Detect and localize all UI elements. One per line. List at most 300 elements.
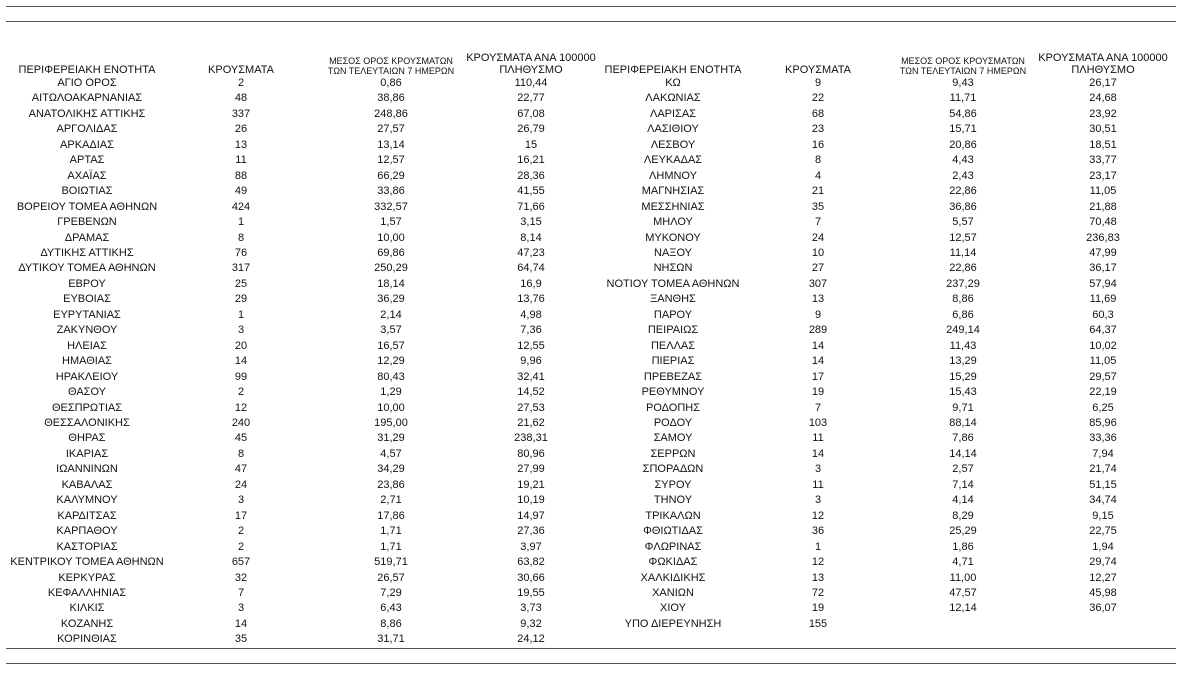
region-cell: ΑΝΑΤΟΛΙΚΗΣ ΑΤΤΙΚΗΣ [28, 107, 146, 120]
cases-cell: 3 [237, 324, 245, 337]
region-cell: ΘΕΣΠΡΩΤΙΑΣ [51, 401, 123, 414]
table-row [598, 292, 1168, 307]
region-cell: ΦΘΙΩΤΙΔΑΣ [643, 525, 703, 538]
table-row [8, 478, 596, 493]
cases-cell: 14 [811, 339, 825, 352]
per100k-cell: 110,44 [514, 77, 548, 89]
region-cell: ΦΩΚΙΔΑΣ [648, 556, 698, 569]
per100k-cell: 45,98 [1089, 586, 1117, 599]
per100k-cell: 57,94 [1089, 277, 1117, 290]
table-row [8, 431, 596, 446]
cases-cell: 19 [811, 386, 825, 399]
table-row [598, 540, 1168, 555]
avg7-cell: 1,29 [380, 386, 402, 399]
header-per100k-line1: ΚΡΟΥΣΜΑΤΑ ΑΝΑ 100000 [1038, 52, 1168, 64]
per100k-cell: 12,27 [1089, 571, 1117, 584]
per100k-cell: 36,07 [1089, 602, 1117, 615]
avg7-cell: 11,14 [949, 246, 977, 259]
region-cell: ΑΡΓΟΛΙΔΑΣ [56, 123, 118, 136]
cases-cell: 11 [812, 478, 824, 491]
per100k-cell: 8,14 [520, 231, 542, 244]
table-row [598, 431, 1168, 446]
region-cell: ΚΑΒΑΛΑΣ [61, 478, 113, 491]
region-cell: ΡΕΘΥΜΝΟΥ [641, 386, 705, 399]
table-row [598, 370, 1168, 385]
cases-cell: 2 [237, 386, 245, 399]
per100k-cell: 16,21 [517, 154, 545, 167]
cases-cell: 16 [811, 138, 825, 151]
avg7-cell: 22,86 [949, 185, 977, 198]
table-row [598, 107, 1168, 122]
avg7-cell: 1,86 [952, 540, 974, 553]
cases-cell: 45 [234, 432, 248, 445]
per100k-cell: 34,74 [1089, 494, 1117, 507]
table-row [8, 323, 596, 338]
region-cell: ΘΑΣΟΥ [67, 386, 107, 399]
per100k-cell: 30,51 [1089, 123, 1117, 136]
avg7-cell: 12,14 [949, 602, 977, 615]
table-row [598, 354, 1168, 369]
cases-cell: 14 [811, 355, 825, 368]
avg7-cell: 26,57 [377, 571, 405, 584]
cases-cell: 17 [811, 370, 825, 383]
avg7-cell: 1,71 [380, 540, 402, 553]
cases-cell: 8 [814, 154, 822, 167]
per100k-cell: 11,05 [1089, 355, 1117, 368]
region-cell: ΤΡΙΚΑΛΩΝ [645, 509, 701, 522]
table-row [598, 153, 1168, 168]
avg7-cell: 7,86 [952, 432, 974, 445]
table-row [598, 493, 1168, 508]
region-cell: ΕΥΡΥΤΑΝΙΑΣ [53, 308, 121, 321]
region-cell: ΑΡΚΑΔΙΑΣ [60, 138, 114, 151]
per100k-cell: 71,66 [517, 200, 545, 213]
region-cell: ΧΑΛΚΙΔΙΚΗΣ [640, 571, 706, 584]
avg7-cell: 8,86 [380, 617, 402, 630]
bottom-rule-2 [6, 663, 1176, 664]
cases-cell: 1 [237, 216, 245, 229]
cases-cell: 3 [814, 463, 822, 476]
avg7-cell: 7,29 [380, 586, 402, 599]
avg7-cell: 17,86 [377, 509, 405, 522]
per100k-cell: 14,97 [517, 509, 545, 522]
per100k-cell: 30,66 [517, 571, 545, 584]
region-cell: ΜΕΣΣΗΝΙΑΣ [641, 200, 705, 213]
per100k-cell: 80,96 [517, 447, 545, 460]
cases-cell: 9 [814, 77, 822, 89]
per100k-cell: 67,08 [517, 107, 545, 120]
header-avg7 [316, 47, 466, 76]
avg7-cell: 0,86 [380, 77, 402, 89]
region-cell: ΦΛΩΡΙΝΑΣ [644, 540, 702, 553]
per100k-cell: 28,36 [517, 169, 545, 182]
region-cell: ΞΑΝΘΗΣ [650, 293, 696, 306]
bottom-rule-1 [6, 648, 1176, 649]
avg7-cell: 31,71 [377, 633, 405, 646]
per100k-cell: 3,15 [520, 216, 542, 229]
cases-cell: 3 [237, 602, 245, 615]
cases-cell: 12 [811, 509, 825, 522]
avg7-cell: 195,00 [374, 416, 408, 429]
region-cell: ΗΜΑΘΙΑΣ [62, 355, 112, 368]
header-region: ΠΕΡΙΦΕΡΕΙΑΚΗ ΕΝΟΤΗΤΑ [18, 64, 156, 76]
region-cell: ΚΩ [665, 77, 681, 89]
cases-cell: 2 [237, 525, 245, 538]
avg7-cell: 36,29 [377, 293, 405, 306]
table-row [8, 540, 596, 555]
region-cell: ΝΗΣΩΝ [653, 262, 693, 275]
cases-cell: 22 [811, 92, 825, 105]
avg7-cell: 4,57 [380, 447, 402, 460]
right-table-panel [598, 47, 1168, 632]
region-cell: ΧΙΟΥ [660, 602, 686, 615]
cases-cell: 4 [814, 169, 822, 182]
header-per100k [1038, 47, 1168, 76]
table-row [8, 122, 596, 137]
table-row [8, 370, 596, 385]
region-cell: ΑΡΤΑΣ [69, 154, 105, 167]
cases-cell: 20 [234, 339, 248, 352]
header-per100k-line2: ΠΛΗΘΥΣΜΟ [1071, 64, 1135, 76]
per100k-cell: 9,15 [1092, 509, 1114, 522]
per100k-cell: 64,74 [517, 262, 545, 275]
table-row [8, 555, 596, 570]
region-cell: ΠΙΕΡΙΑΣ [651, 355, 695, 368]
per100k-cell: 7,36 [520, 324, 542, 337]
region-cell: ΛΕΣΒΟΥ [650, 138, 696, 151]
region-cell: ΚΕΡΚΥΡΑΣ [58, 571, 116, 584]
table-row [598, 617, 1168, 632]
region-cell: ΛΑΣΙΘΙΟΥ [647, 123, 699, 136]
per100k-cell: 22,75 [1089, 525, 1117, 538]
table-row [8, 601, 596, 616]
table-row [598, 385, 1168, 400]
per100k-cell: 9,32 [520, 617, 542, 630]
table-row [8, 493, 596, 508]
table-row [598, 122, 1168, 137]
cases-cell: 13 [811, 293, 825, 306]
avg7-cell: 27,57 [377, 123, 405, 136]
table-row [8, 509, 596, 524]
cases-cell: 11 [812, 432, 824, 445]
cases-cell: 317 [231, 262, 251, 275]
table-row [8, 354, 596, 369]
cases-cell: 24 [811, 231, 825, 244]
table-row [598, 586, 1168, 601]
table-row [8, 617, 596, 632]
avg7-cell: 2,43 [952, 169, 974, 182]
cases-cell: 10 [811, 246, 825, 259]
cases-cell: 99 [234, 370, 248, 383]
region-cell: ΙΚΑΡΙΑΣ [65, 447, 109, 460]
cases-cell: 12 [811, 556, 825, 569]
region-cell: ΠΑΡΟΥ [653, 308, 693, 321]
per100k-cell: 16,9 [520, 277, 542, 290]
region-cell: ΙΩΑΝΝΙΝΩΝ [56, 463, 118, 476]
avg7-cell: 12,57 [949, 231, 977, 244]
avg7-cell: 4,43 [952, 154, 974, 167]
region-cell: ΕΒΡΟΥ [68, 277, 106, 290]
region-cell: ΣΕΡΡΩΝ [650, 447, 696, 460]
top-rule-2 [6, 21, 1176, 22]
cases-cell: 27 [811, 262, 825, 275]
per100k-cell: 29,74 [1089, 556, 1117, 569]
region-cell: ΧΑΝΙΩΝ [652, 586, 694, 599]
per100k-cell: 27,99 [517, 463, 545, 476]
cases-cell: 23 [811, 123, 825, 136]
cases-cell: 13 [811, 571, 825, 584]
per100k-cell: 85,96 [1089, 416, 1117, 429]
per100k-cell: 26,79 [517, 123, 545, 136]
header-avg7-line1: ΜΕΣΟΣ ΟΡΟΣ ΚΡΟΥΣΜΑΤΩΝ [329, 56, 453, 66]
per100k-cell: 10,02 [1089, 339, 1117, 352]
avg7-cell: 10,00 [377, 401, 405, 414]
avg7-cell: 80,43 [377, 370, 405, 383]
table-row [8, 215, 596, 230]
per100k-cell: 238,31 [514, 432, 548, 445]
region-cell: ΑΓΙΟ ΟΡΟΣ [57, 77, 117, 89]
header-avg7-line1: ΜΕΣΟΣ ΟΡΟΣ ΚΡΟΥΣΜΑΤΩΝ [901, 56, 1025, 66]
table-row [8, 138, 596, 153]
per100k-cell: 23,92 [1089, 107, 1117, 120]
avg7-cell: 4,14 [952, 494, 974, 507]
cases-cell: 24 [234, 478, 248, 491]
avg7-cell: 9,71 [952, 401, 974, 414]
avg7-cell: 249,14 [946, 324, 980, 337]
cases-cell: 13 [234, 138, 248, 151]
per100k-cell: 22,19 [1089, 386, 1117, 399]
cases-cell: 7 [814, 401, 822, 414]
cases-cell: 21 [811, 185, 825, 198]
avg7-cell: 34,29 [377, 463, 405, 476]
avg7-cell: 20,86 [949, 138, 977, 151]
avg7-cell [888, 617, 1038, 632]
cases-cell: 14 [234, 355, 248, 368]
avg7-cell: 33,86 [377, 185, 405, 198]
region-cell: ΔΥΤΙΚΟΥ ΤΟΜΕΑ ΑΘΗΝΩΝ [18, 262, 156, 275]
table-row [8, 246, 596, 261]
avg7-cell: 12,57 [377, 154, 405, 167]
per100k-cell: 6,25 [1092, 401, 1114, 414]
right-table-header [598, 47, 1168, 76]
table-row [598, 138, 1168, 153]
header-region: ΠΕΡΙΦΕΡΕΙΑΚΗ ΕΝΟΤΗΤΑ [604, 64, 742, 76]
avg7-cell: 36,86 [949, 200, 977, 213]
table-row [598, 524, 1168, 539]
table-row [8, 462, 596, 477]
table-row [598, 571, 1168, 586]
avg7-cell: 23,86 [377, 478, 405, 491]
per100k-cell: 32,41 [517, 370, 545, 383]
per100k-cell: 18,51 [1089, 138, 1117, 151]
region-cell: ΔΥΤΙΚΗΣ ΑΤΤΙΚΗΣ [40, 246, 134, 259]
region-cell: ΘΕΣΣΑΛΟΝΙΚΗΣ [44, 416, 130, 429]
cases-cell: 7 [237, 586, 245, 599]
table-row [598, 401, 1168, 416]
cases-cell: 9 [814, 308, 822, 321]
avg7-cell: 38,86 [377, 92, 405, 105]
header-per100k [466, 47, 596, 76]
avg7-cell: 6,86 [952, 308, 974, 321]
per100k-cell: 60,3 [1092, 308, 1114, 321]
region-cell: ΠΕΙΡΑΙΩΣ [647, 324, 699, 337]
left-table-header [8, 47, 596, 76]
table-row [8, 339, 596, 354]
table-row [8, 416, 596, 431]
per100k-cell: 63,82 [517, 556, 545, 569]
region-cell: ΛΑΚΩΝΙΑΣ [645, 92, 701, 105]
avg7-cell: 3,57 [380, 324, 402, 337]
region-cell: ΜΑΓΝΗΣΙΑΣ [641, 185, 705, 198]
table-row [598, 478, 1168, 493]
per100k-cell: 4,98 [520, 308, 542, 321]
table-row [8, 447, 596, 462]
avg7-cell: 2,57 [952, 463, 974, 476]
avg7-cell: 248,86 [374, 107, 408, 120]
header-cases: ΚΡΟΥΣΜΑΤΑ [785, 64, 851, 76]
avg7-cell: 31,29 [377, 432, 405, 445]
header-per100k-line2: ΠΛΗΘΥΣΜΟ [499, 64, 563, 76]
region-cell: ΚΙΛΚΙΣ [69, 602, 105, 615]
per100k-cell: 7,94 [1092, 447, 1114, 460]
avg7-cell: 69,86 [377, 246, 405, 259]
cases-cell: 2 [237, 77, 245, 89]
region-cell: ΚΑΡΠΑΘΟΥ [56, 525, 118, 538]
per100k-cell: 70,48 [1089, 216, 1117, 229]
table-row [598, 416, 1168, 431]
cases-cell: 103 [808, 416, 828, 429]
header-avg7-line2: ΤΩΝ ΤΕΛΕΥΤΑΙΩΝ 7 ΗΜΕΡΩΝ [899, 66, 1027, 76]
avg7-cell: 15,71 [949, 123, 977, 136]
table-row [598, 339, 1168, 354]
avg7-cell: 11,00 [949, 571, 977, 584]
table-row [598, 169, 1168, 184]
region-cell: ΚΕΝΤΡΙΚΟΥ ΤΟΜΕΑ ΑΘΗΝΩΝ [10, 556, 164, 569]
table-row [598, 200, 1168, 215]
cases-cell: 48 [234, 92, 248, 105]
per100k-cell: 19,21 [517, 478, 545, 491]
avg7-cell: 9,43 [952, 77, 974, 89]
cases-cell: 25 [234, 277, 248, 290]
table-row [8, 292, 596, 307]
cases-cell: 1 [814, 540, 822, 553]
per100k-cell: 10,19 [517, 494, 545, 507]
cases-cell: 19 [811, 602, 825, 615]
cases-cell: 14 [811, 447, 825, 460]
avg7-cell: 519,71 [374, 556, 408, 569]
avg7-cell: 5,57 [952, 216, 974, 229]
region-cell: ΘΗΡΑΣ [68, 432, 106, 445]
cases-cell: 14 [234, 617, 248, 630]
region-cell: ΣΥΡΟΥ [654, 478, 692, 491]
per100k-cell: 1,94 [1092, 540, 1114, 553]
region-cell: ΜΗΛΟΥ [653, 216, 693, 229]
header-cases: ΚΡΟΥΣΜΑΤΑ [208, 64, 274, 76]
region-cell: ΛΗΜΝΟΥ [649, 169, 697, 182]
right-cases-table [598, 47, 1168, 632]
per100k-cell: 51,15 [1089, 478, 1117, 491]
region-cell: ΓΡΕΒΕΝΩΝ [57, 216, 117, 229]
table-row [598, 246, 1168, 261]
header-per100k-line1: ΚΡΟΥΣΜΑΤΑ ΑΝΑ 100000 [466, 52, 596, 64]
per100k-cell: 21,88 [1089, 200, 1117, 213]
cases-cell: 88 [234, 169, 248, 182]
cases-cell: 32 [234, 571, 248, 584]
avg7-cell: 4,71 [952, 556, 974, 569]
region-cell: ΚΑΡΔΙΤΣΑΣ [57, 509, 117, 522]
avg7-cell: 25,29 [949, 525, 977, 538]
cases-cell: 29 [234, 293, 248, 306]
table-row [598, 308, 1168, 323]
table-row [8, 586, 596, 601]
cases-cell: 47 [234, 463, 248, 476]
table-row [598, 76, 1168, 91]
table-row [8, 401, 596, 416]
region-cell: ΠΕΛΛΑΣ [650, 339, 696, 352]
region-cell: ΝΑΞΟΥ [654, 246, 692, 259]
table-row [598, 555, 1168, 570]
region-cell: ΣΠΟΡΑΔΩΝ [642, 463, 704, 476]
table-row [598, 277, 1168, 292]
table-row [598, 184, 1168, 199]
cases-cell: 35 [234, 633, 248, 646]
avg7-cell: 11,43 [949, 339, 977, 352]
table-row [598, 91, 1168, 106]
table-row [8, 571, 596, 586]
region-cell: ΔΡΑΜΑΣ [64, 231, 110, 244]
per100k-cell: 23,17 [1089, 169, 1117, 182]
per100k-cell: 21,74 [1089, 463, 1117, 476]
per100k-cell: 3,73 [520, 602, 542, 615]
cases-cell: 68 [811, 107, 825, 120]
table-row [598, 215, 1168, 230]
cases-cell: 337 [231, 107, 251, 120]
per100k-cell: 22,77 [517, 92, 545, 105]
cases-cell: 76 [234, 246, 248, 259]
table-row [8, 76, 596, 91]
table-row [8, 153, 596, 168]
cases-cell: 36 [811, 525, 825, 538]
avg7-cell: 66,29 [377, 169, 405, 182]
per100k-cell: 33,36 [1089, 432, 1117, 445]
region-cell: ΡΟΔΟΥ [653, 416, 693, 429]
region-cell: ΥΠΟ ΔΙΕΡΕΥΝΗΣΗ [624, 617, 722, 630]
per100k-cell: 21,62 [517, 416, 545, 429]
cases-cell: 17 [234, 509, 248, 522]
cases-cell: 11 [235, 154, 247, 167]
region-cell: ΚΟΡΙΝΘΙΑΣ [57, 633, 117, 646]
table-row [8, 91, 596, 106]
table-row [8, 200, 596, 215]
table-row [598, 601, 1168, 616]
right-table-body [598, 76, 1168, 632]
avg7-cell: 88,14 [949, 416, 977, 429]
table-row [8, 231, 596, 246]
region-cell: ΝΟΤΙΟΥ ΤΟΜΕΑ ΑΘΗΝΩΝ [606, 277, 740, 290]
avg7-cell: 1,57 [380, 216, 402, 229]
region-cell: ΤΗΝΟΥ [653, 494, 693, 507]
table-row [598, 231, 1168, 246]
region-cell: ΑΙΤΩΛΟΑΚΑΡΝΑΝΙΑΣ [31, 92, 143, 105]
avg7-cell: 2,14 [380, 308, 402, 321]
avg7-cell: 15,43 [949, 386, 977, 399]
cases-cell: 8 [237, 231, 245, 244]
cases-cell: 657 [231, 556, 251, 569]
top-rule-1 [6, 6, 1176, 7]
region-cell: ΒΟΡΕΙΟΥ ΤΟΜΕΑ ΑΘΗΝΩΝ [16, 200, 158, 213]
per100k-cell: 14,52 [517, 386, 545, 399]
avg7-cell: 8,86 [952, 293, 974, 306]
